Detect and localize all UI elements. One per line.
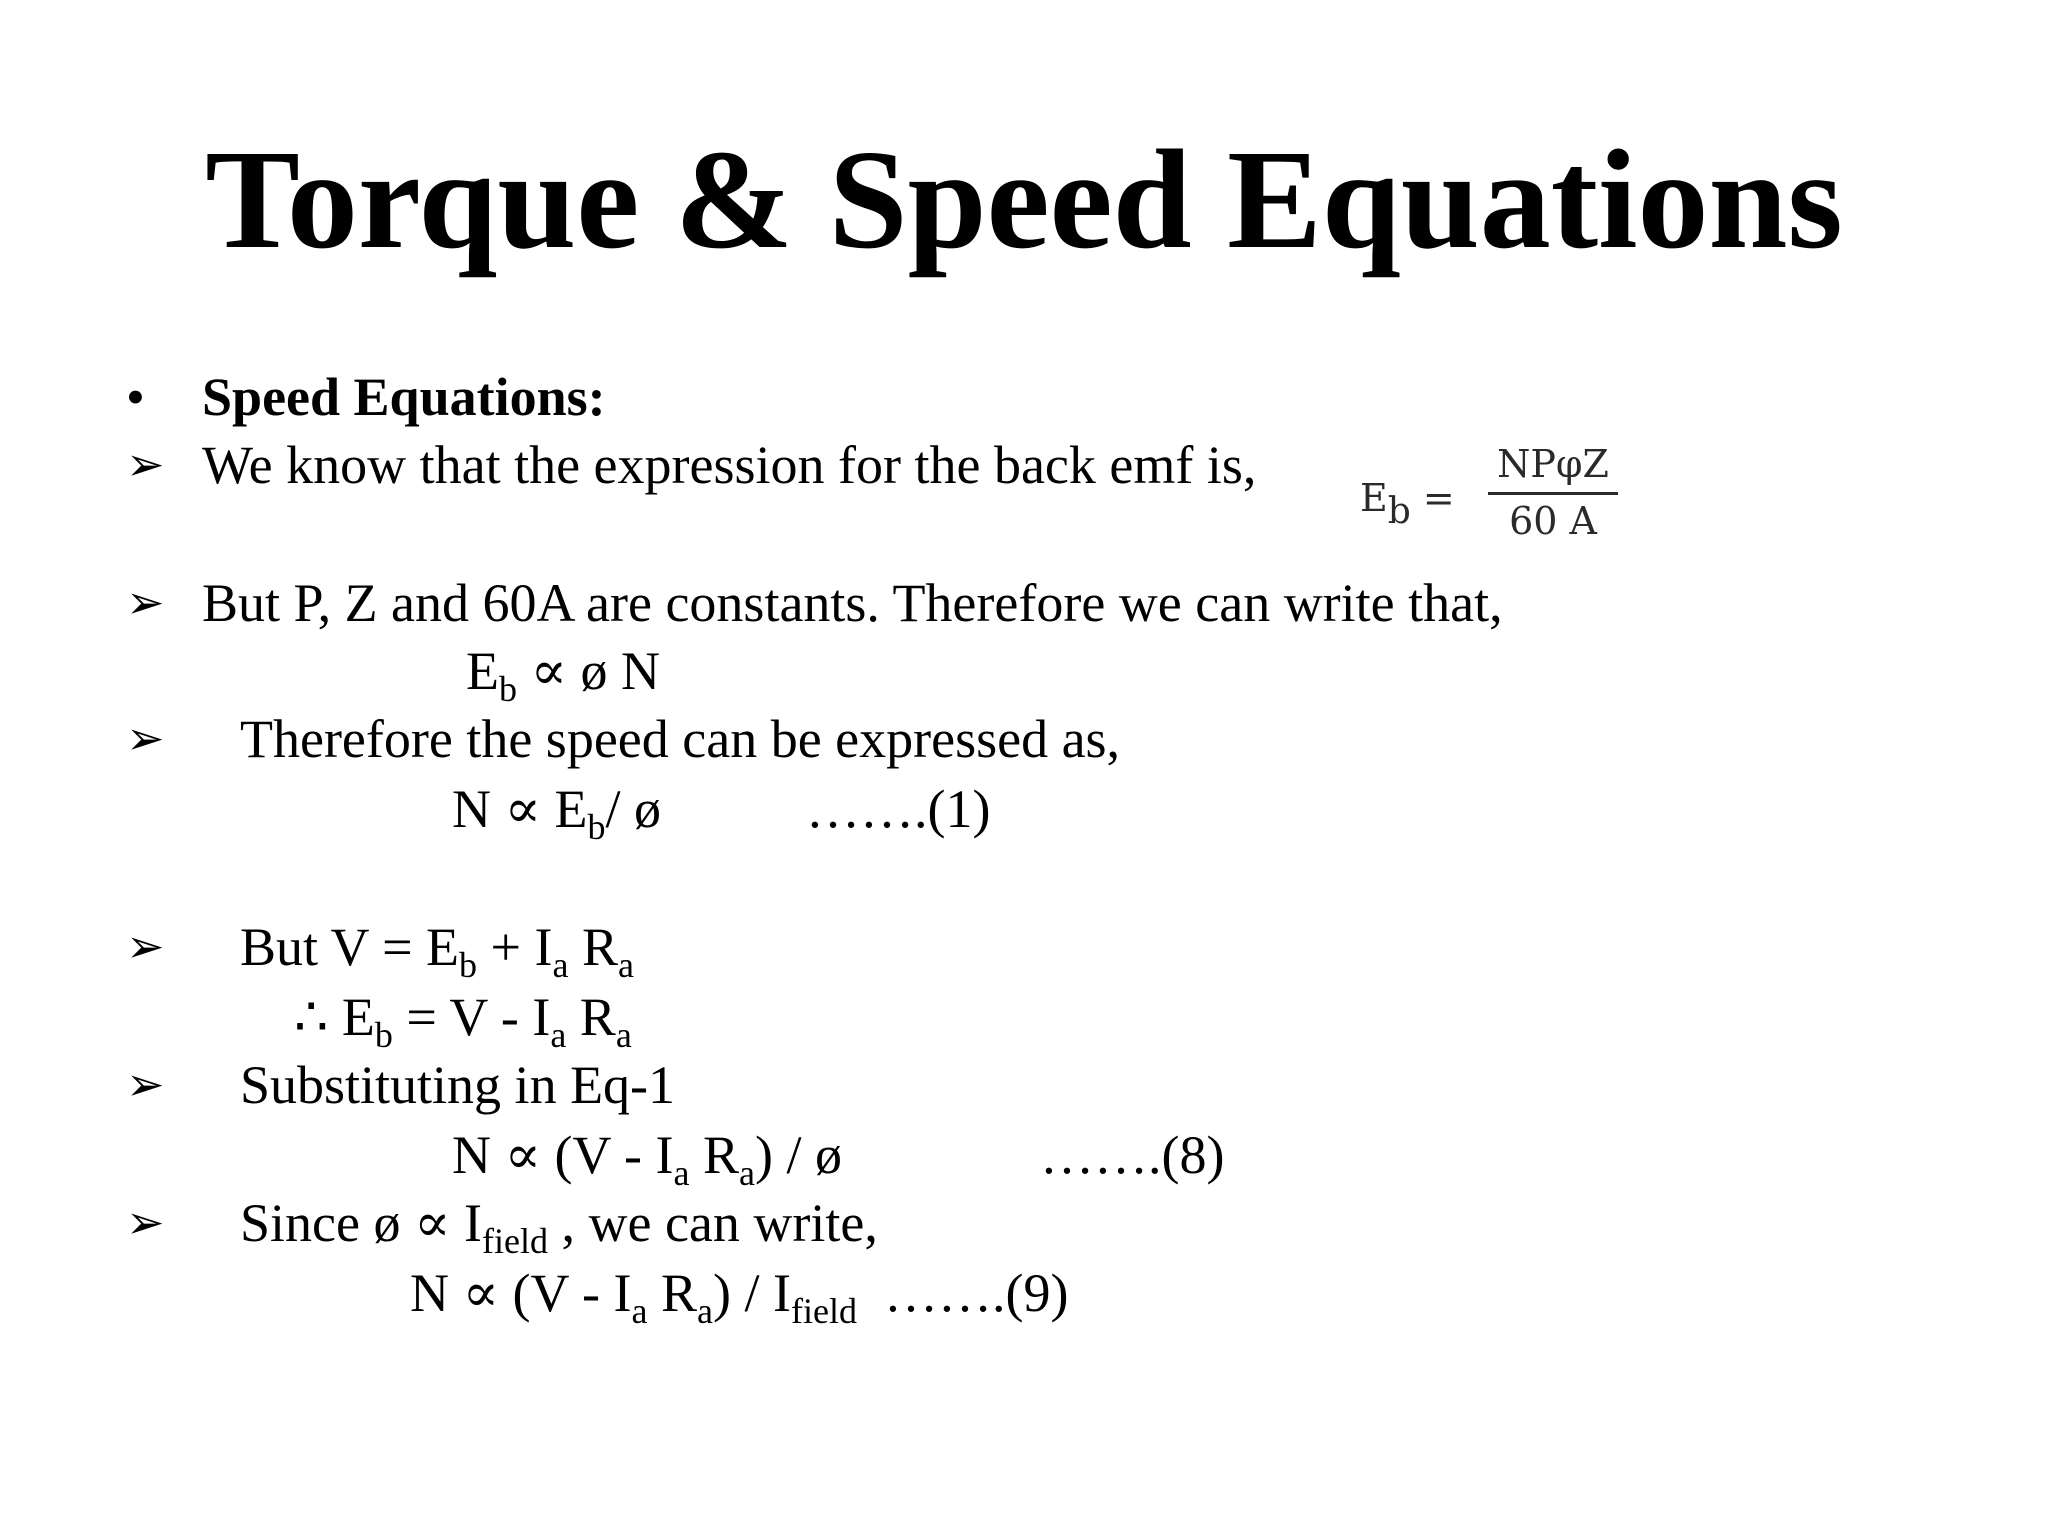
back-emf-formula xyxy=(1360,442,1620,552)
eq-8-number: …….(8) xyxy=(1040,1125,1225,1185)
arrow-bullet-icon: ➢ xyxy=(126,1197,165,1248)
section-heading: Speed Equations: xyxy=(202,367,606,427)
slide-title: Torque & Speed Equations xyxy=(205,120,1843,278)
eq-9: $N \propto (V - I_a$ $R_a) / I_{field}$ …….(9) xyxy=(410,1263,1069,1331)
formula-lhs: $E_b$ = xyxy=(1360,476,1455,532)
eq-1: $N \propto E_b/$ ø xyxy=(452,779,662,847)
arrow-bullet-icon: ➢ xyxy=(126,1059,165,1110)
eq-eb: ∴ $E_b = V - I_a$ $R_a$ xyxy=(294,987,632,1055)
arrow-bullet-icon: ➢ xyxy=(126,713,165,764)
text-constants: But P, Z and 60A are constants. Therefore we can write that, xyxy=(202,573,1503,633)
formula-denominator: 60 A xyxy=(1509,499,1597,543)
eq-eb-prop: $E_b$ ∝ ø N xyxy=(466,641,661,709)
arrow-bullet-icon: ➢ xyxy=(126,577,165,628)
text-since: Since ø ∝ $I_{field}$ , we can write, xyxy=(240,1193,878,1261)
fraction-bar xyxy=(1488,492,1618,495)
formula-numerator: NPφZ xyxy=(1497,442,1609,486)
formula-fraction xyxy=(1488,442,1618,543)
arrow-bullet-icon: ➢ xyxy=(126,439,165,490)
eq-voltage: But $V = E_b + I_a$ $R_a$ xyxy=(240,917,634,985)
text-speed-expressed: Therefore the speed can be expressed as, xyxy=(240,709,1121,769)
eq-8: $N \propto (V - I_a$ $R_a$) / ø xyxy=(452,1125,843,1193)
text-back-emf: We know that the expression for the back emf is, xyxy=(202,435,1257,495)
arrow-bullet-icon: ➢ xyxy=(126,921,165,972)
bullet-icon: • xyxy=(126,367,145,427)
text-substituting: Substituting in Eq-1 xyxy=(240,1055,676,1115)
eq-1-number: …….(1) xyxy=(806,779,991,839)
